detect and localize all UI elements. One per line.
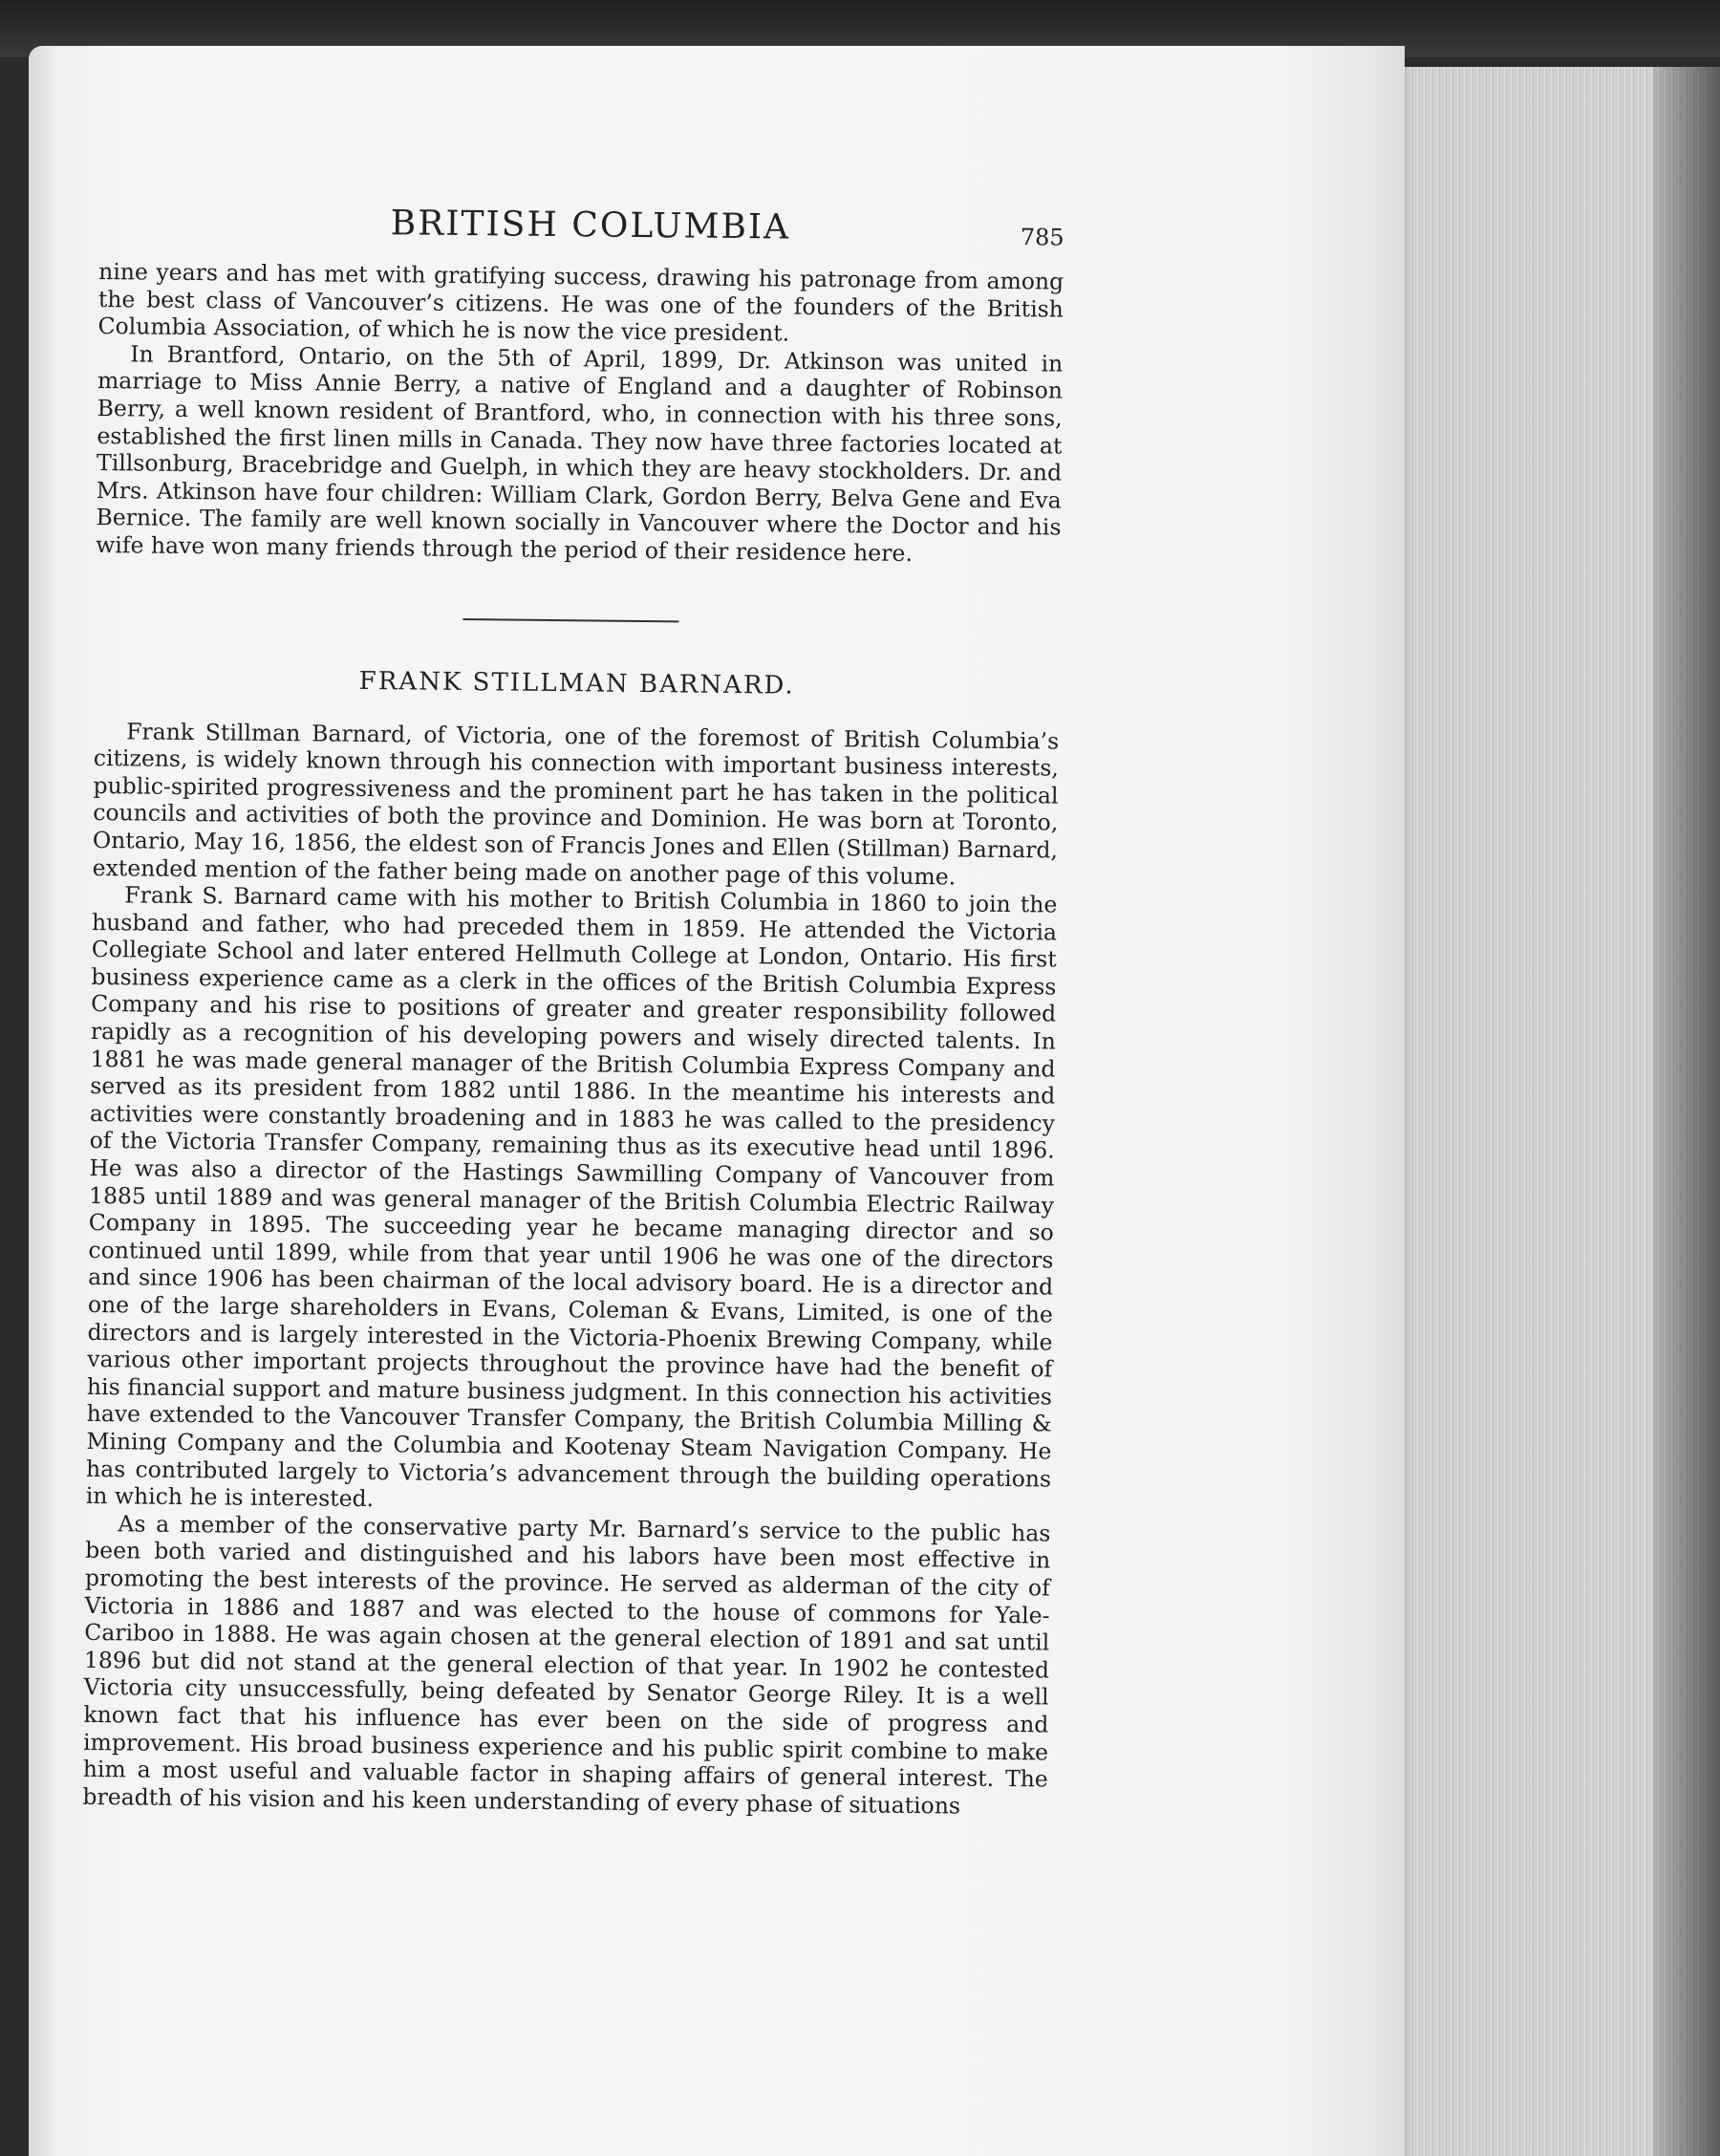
paragraph: As a member of the conservative party Mr. Barnard’s service to the public has been both varied and distinguished and his labors have been most effective in promoting the best interests of the province. He served as alderman of the city of Victoria in 1886 and 1887 and was elected to the house of commons for Yale-Cariboo in 1888. He was again chosen at the general election of 1891 and sat until 1896 but did not stand at the general election of that year. In 1902 he contested Victoria city unsuccessfully, being defeated by Senator George Riley. It is a well known fact that his influence has ever been on the side of progress and improvement. His broad business experience and his public spirit combine to make him a most useful and valuable factor in shaping affairs of general interest. The breadth of his vision and his keen understanding of every phase of situations xyxy=(82,1510,1051,1820)
page-content xyxy=(82,201,1064,1821)
running-head xyxy=(98,201,1064,269)
edge-shadow xyxy=(1653,67,1720,2156)
page-number: 785 xyxy=(1020,224,1064,251)
paragraph: nine years and has met with gratifying success, drawing his patronage from among the best class of Vancouver’s citizens. He was one of the founders of the British Columbia Association, of which he is now the vice president. xyxy=(97,257,1064,347)
running-title: BRITISH COLUMBIA xyxy=(390,204,791,248)
section-title: FRANK STILLMAN BARNARD. xyxy=(358,666,795,701)
section-divider xyxy=(462,618,678,622)
paragraph: Frank Stillman Barnard, of Victoria, one of the foremost of British Columbia’s citizens, is widely known through his connection with important business interests, public-spirited progressiveness and the prominent part he has taken in the political councils and activities of both the province and Dominion. He was born at Toronto, Ontario, May 16, 1856, the eldest son of Francis Jones and Ellen (Stillman) Barnard, extended mention of the father being made on another page of this volume. xyxy=(92,717,1060,890)
paragraph: Frank S. Barnard came with his mother to British Columbia in 1860 to join the husband and father, who had preceded them in 1859. He attended the Victoria Collegiate School and later entered Hellmuth College at London, Ontario. His first business experience came as a clerk in the offices of the British Columbia Express Company and his rise to positions of greater and greater responsibility followed rapidly as a recognition of his developing powers and wisely directed talents. In 1881 he was made general manager of the British Columbia Express Company and served as its president from 1882 until 1886. In the meantime his interests and activities were constantly broadening and in 1883 he was called to the presidency of the Victoria Transfer Company, remaining thus as its executive head until 1896. He was also a director of the Hastings Sawmilling Company of Vancouver from 1885 until 1889 and was general manager of the British Columbia Electric Railway Company in 1895. The succeeding year he became managing director and so continued until 1899, while from that year until 1906 he was one of the directors and since 1906 has been chairman of the local advisory board. He is a director and one of the large shareholders in Evans, Coleman & Evans, Limited, is one of the directors and is largely interested in the Victoria-Phoenix Brewing Company, while various other important projects throughout the province have had the benefit of his financial support and mature business judgment. In this connection his activities have extended to the Vancouver Transfer Company, the British Columbia Milling & Mining Company and the Columbia and Kootenay Steam Navigation Company. He has contributed largely to Victoria’s advancement through the building operations in which he is interested. xyxy=(85,881,1058,1513)
paragraph: In Brantford, Ontario, on the 5th of April, 1899, Dr. Atkinson was united in marriage to Miss Annie Berry, a native of England and a daughter of Robinson Berry, a well known resident of Brantford, who, in connection with his three sons, established the first linen mills in Canada. They now have three factories located at Tillsonburg, Bracebridge and Guelph, in which they are heavy stockholders. Dr. and Mrs. Atkinson have four children: William Clark, Gordon Berry, Belva Gene and Eva Bernice. The family are well known socially in Vancouver where the Doctor and his wife have won many friends through the period of their residence here. xyxy=(96,340,1064,567)
